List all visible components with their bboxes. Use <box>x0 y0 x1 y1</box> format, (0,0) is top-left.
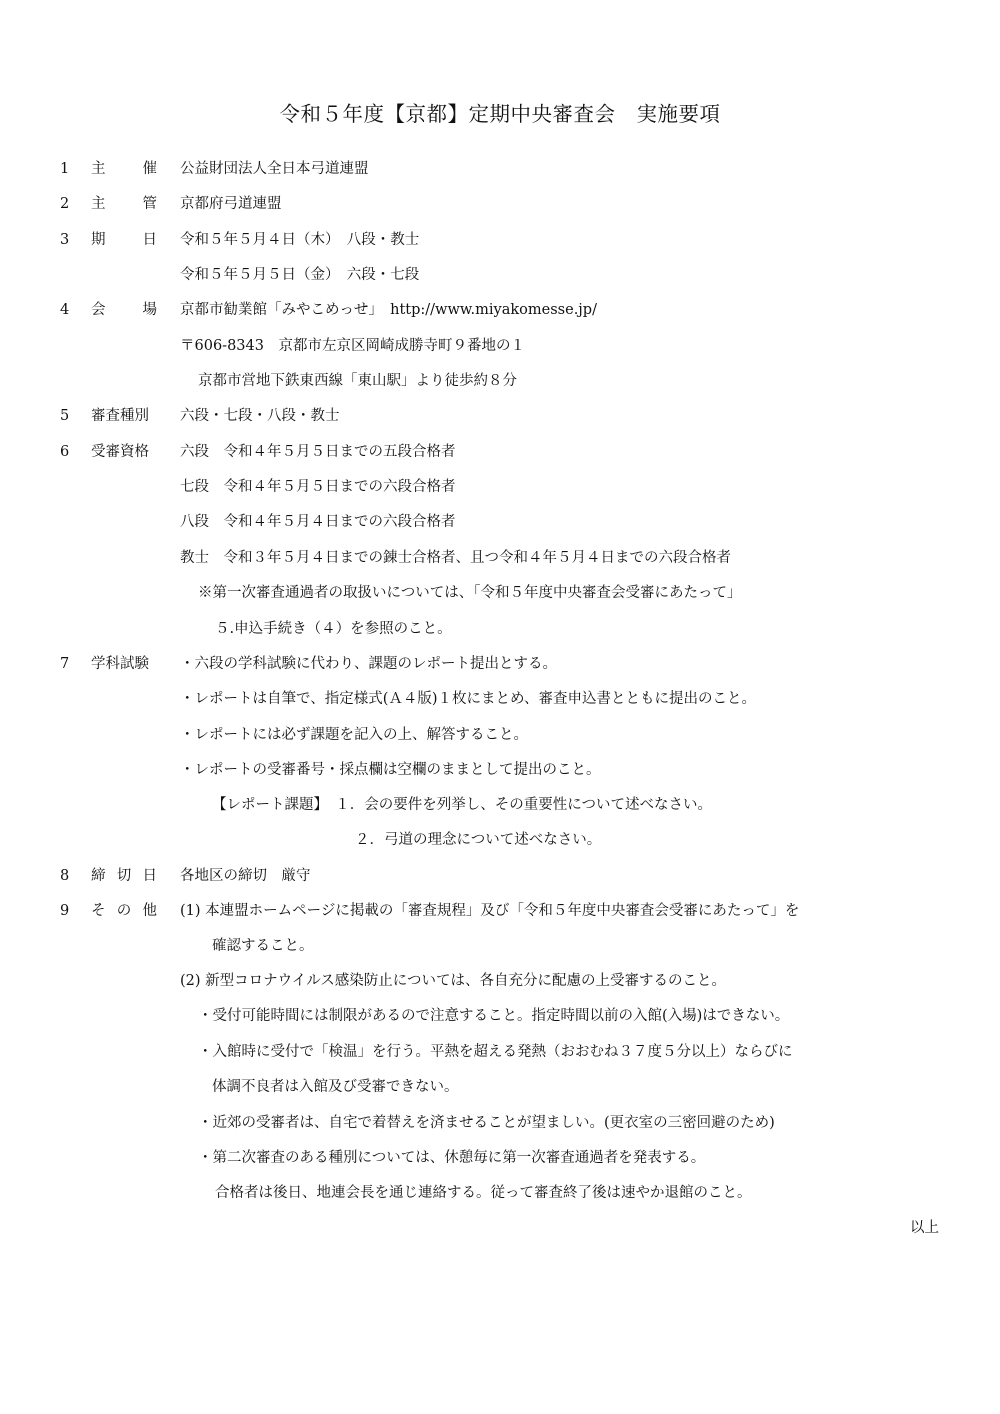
item-text: ・レポートの受審番号・採点欄は空欄のままとして提出のこと。 <box>180 762 601 778</box>
label-char: の <box>116 903 132 919</box>
label-char: 他 <box>142 903 157 919</box>
item-label <box>91 193 157 215</box>
page-title: 令和５年度【京都】定期中央審査会 実施要項 <box>279 102 721 126</box>
item-text: 京都府弓道連盟 <box>180 196 282 212</box>
item-number: 3 <box>60 232 70 248</box>
item-number: 5 <box>60 408 70 424</box>
item-text: 京都市営地下鉄東西線「東山駅」より徒歩約８分 <box>198 373 517 389</box>
label-char: 場 <box>142 302 157 318</box>
label-char: 切 <box>116 868 132 884</box>
item-text: ・第二次審査のある種別については、休憩毎に第一次審査通過者を発表する。 <box>198 1150 706 1166</box>
item-text: ・レポートは自筆で、指定様式(Ａ４版)１枚にまとめ、審査申込書とともに提出のこと。 <box>180 691 756 707</box>
item-label: 審査種別 <box>91 408 149 424</box>
label-char: 主 <box>91 196 106 212</box>
closing-text: 以上 <box>910 1220 939 1236</box>
item-text: 教士 令和３年５月４日までの錬士合格者、且つ令和４年５月４日までの六段合格者 <box>180 550 731 566</box>
item-text: 体調不良者は入館及び受審できない。 <box>212 1079 459 1095</box>
venue-text[interactable]: 京都市勧業館「みやこめっせ」 http://www.miyakomesse.jp/ <box>180 302 597 318</box>
label-char: 管 <box>142 196 157 212</box>
item-number: 2 <box>60 196 70 212</box>
item-number: 4 <box>60 302 70 318</box>
item-text: ２．弓道の理念について述べなさい。 <box>355 832 602 848</box>
item-text: ・入館時に受付で「検温」を行う。平熱を超える発熱（おおむね３７度５分以上）ならびに <box>198 1044 793 1060</box>
label-char: 日 <box>142 232 157 248</box>
item-number: 6 <box>60 444 70 460</box>
item-text: ５.申込手続き（４）を参照のこと。 <box>215 621 452 637</box>
item-text: 令和５年５月５日（金） 六段・七段 <box>180 267 420 283</box>
label-char: 締 <box>91 868 106 884</box>
item-text: (1) 本連盟ホームページに掲載の「審査規程」及び「令和５年度中央審査会受審にあたって」を <box>180 903 800 919</box>
item-text: 合格者は後日、地連会長を通じ連絡する。従って審査終了後は速やか退館のこと。 <box>215 1185 752 1201</box>
item-number: 7 <box>60 656 70 672</box>
label-char: 日 <box>142 868 157 884</box>
label-char: 会 <box>91 302 106 318</box>
item-label: 学科試験 <box>91 656 149 672</box>
item-text: 各地区の締切 厳守 <box>180 868 311 884</box>
item-label <box>91 158 157 180</box>
item-text: ・レポートには必ず課題を記入の上、解答すること。 <box>180 727 528 743</box>
item-text: 令和５年５月４日（木） 八段・教士 <box>180 232 420 248</box>
item-text: 公益財団法人全日本弓道連盟 <box>180 161 369 177</box>
item-text: ・近郊の受審者は、自宅で着替えを済ませることが望ましい。(更衣室の三密回避のため) <box>198 1115 775 1131</box>
item-text: 七段 令和４年５月５日までの六段合格者 <box>180 479 456 495</box>
item-text: ・受付可能時間には制限があるので注意すること。指定時間以前の入館(入場)はできない。 <box>198 1008 790 1024</box>
item-text: 六段・七段・八段・教士 <box>180 408 340 424</box>
item-number: 9 <box>60 903 70 919</box>
item-text: 確認すること。 <box>212 938 314 954</box>
item-label <box>91 865 157 887</box>
item-text: (2) 新型コロナウイルス感染防止については、各自充分に配慮の上受審するのこと。 <box>180 973 726 989</box>
item-text: 六段 令和４年５月５日までの五段合格者 <box>180 444 456 460</box>
label-char: 期 <box>91 232 106 248</box>
label-char: 主 <box>91 161 106 177</box>
item-number: 8 <box>60 868 70 884</box>
item-text: 〒606-8343 京都市左京区岡崎成勝寺町９番地の１ <box>180 338 525 354</box>
item-text: 【レポート課題】 １．会の要件を列挙し、その重要性について述べなさい。 <box>212 797 712 813</box>
item-text: ※第一次審査通過者の取扱いについては、「令和５年度中央審査会受審にあたって」 <box>198 585 742 601</box>
item-label <box>91 299 157 321</box>
item-text: 八段 令和４年５月４日までの六段合格者 <box>180 514 456 530</box>
item-label <box>91 900 157 922</box>
item-text: ・六段の学科試験に代わり、課題のレポート提出とする。 <box>180 656 557 672</box>
label-char: そ <box>91 903 106 919</box>
label-char: 催 <box>142 161 157 177</box>
item-label: 受審資格 <box>91 444 149 460</box>
item-label <box>91 229 157 251</box>
item-number: 1 <box>60 161 70 177</box>
